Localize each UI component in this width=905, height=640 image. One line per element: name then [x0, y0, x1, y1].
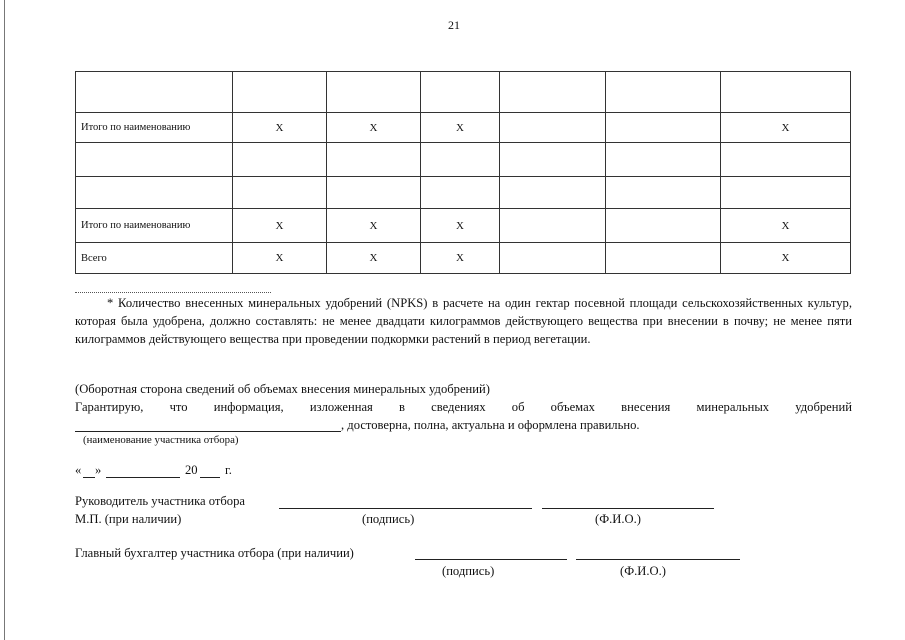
table-cell: [606, 177, 721, 209]
date-year-blank[interactable]: [200, 477, 220, 478]
table-cell: Х: [721, 113, 851, 143]
head-label: Руководитель участника отбора: [75, 494, 245, 508]
accountant-label: Главный бухгалтер участника отбора (при наличии): [75, 546, 354, 560]
date-month-blank[interactable]: [106, 477, 180, 478]
table-cell: [500, 143, 606, 177]
head-name-caption: (Ф.И.О.): [595, 512, 641, 526]
date-quote-close: »: [95, 463, 102, 477]
table-cell: [606, 143, 721, 177]
table-cell: Х: [233, 243, 327, 274]
table-cell: Х: [421, 113, 500, 143]
seal-label: М.П. (при наличии): [75, 512, 182, 526]
table-cell: [500, 113, 606, 143]
fertilizer-table: [75, 71, 851, 274]
table-cell: [421, 72, 500, 113]
row-label-cell: Всего: [76, 243, 233, 274]
date-quote-open: «: [75, 463, 82, 477]
table-cell: [606, 72, 721, 113]
table-cell: [606, 243, 721, 274]
table-cell: [327, 72, 421, 113]
table-cell: [421, 177, 500, 209]
accountant-signature-blank[interactable]: [415, 559, 567, 560]
row-label-cell: [76, 143, 233, 177]
accountant-signature-caption: (подпись): [442, 564, 495, 578]
table-cell: [500, 72, 606, 113]
table-cell: [500, 209, 606, 243]
table-row: [76, 72, 851, 113]
head-signature-caption: (подпись): [362, 512, 415, 526]
table-cell: [500, 243, 606, 274]
footnote-text: * Количество внесенных минеральных удобрений (NPKS) в расчете на один гектар посевной площади сельскохозяйственных культур, которая была удобрена, должно составлять: не менее двадцати килограммов действующего вещества при внесении в почву; не менее пяти килограммов действующего вещества при проведении подкормки растений в период вегетации.: [75, 296, 852, 346]
accountant-name-blank[interactable]: [576, 559, 740, 560]
reverse-side-caption: (Оборотная сторона сведений об объемах внесения минеральных удобрений): [75, 382, 490, 396]
table-cell: [327, 177, 421, 209]
row-label-cell: Итого по наименованию: [76, 113, 233, 143]
table-cell: [500, 177, 606, 209]
date-year-suffix: г.: [225, 463, 232, 477]
accountant-name-caption: (Ф.И.О.): [620, 564, 666, 578]
table-cell: [233, 177, 327, 209]
table-cell: Х: [721, 243, 851, 274]
participant-name-blank[interactable]: [75, 431, 341, 432]
table-row: [76, 243, 851, 274]
guarantee-line-2: , достоверна, полна, актуальна и оформлена правильно.: [341, 418, 640, 432]
table-cell: Х: [421, 243, 500, 274]
table-cell: [327, 143, 421, 177]
row-label-cell: [76, 177, 233, 209]
table-cell: [421, 143, 500, 177]
row-label-cell: Итого по наименованию: [76, 209, 233, 243]
row-label-cell: [76, 72, 233, 113]
date-day-blank[interactable]: [83, 477, 95, 478]
table-cell: Х: [233, 113, 327, 143]
table-cell: [721, 177, 851, 209]
table-cell: Х: [327, 243, 421, 274]
table-cell: [233, 72, 327, 113]
table-row: [76, 209, 851, 243]
table-cell: [606, 113, 721, 143]
table-cell: [721, 72, 851, 113]
head-signature-blank[interactable]: [279, 508, 532, 509]
date-year-prefix: 20: [185, 463, 198, 477]
table-cell: Х: [233, 209, 327, 243]
table-cell: Х: [721, 209, 851, 243]
table-row: [76, 143, 851, 177]
table-row: [76, 113, 851, 143]
table-cell: [233, 143, 327, 177]
footnote: [75, 294, 852, 348]
head-name-blank[interactable]: [542, 508, 714, 509]
table-row: [76, 177, 851, 209]
page-edge-line: [4, 0, 5, 640]
footnote-separator: [75, 292, 271, 293]
page-number: 21: [448, 18, 460, 32]
table-cell: [606, 209, 721, 243]
guarantee-line-1: Гарантирую, что информация, изложенная в сведениях об объемах внесения минеральных удобрений: [75, 400, 852, 414]
table-cell: Х: [327, 209, 421, 243]
table-cell: Х: [421, 209, 500, 243]
table-cell: [721, 143, 851, 177]
participant-name-caption: (наименование участника отбора): [83, 434, 239, 446]
table-cell: Х: [327, 113, 421, 143]
